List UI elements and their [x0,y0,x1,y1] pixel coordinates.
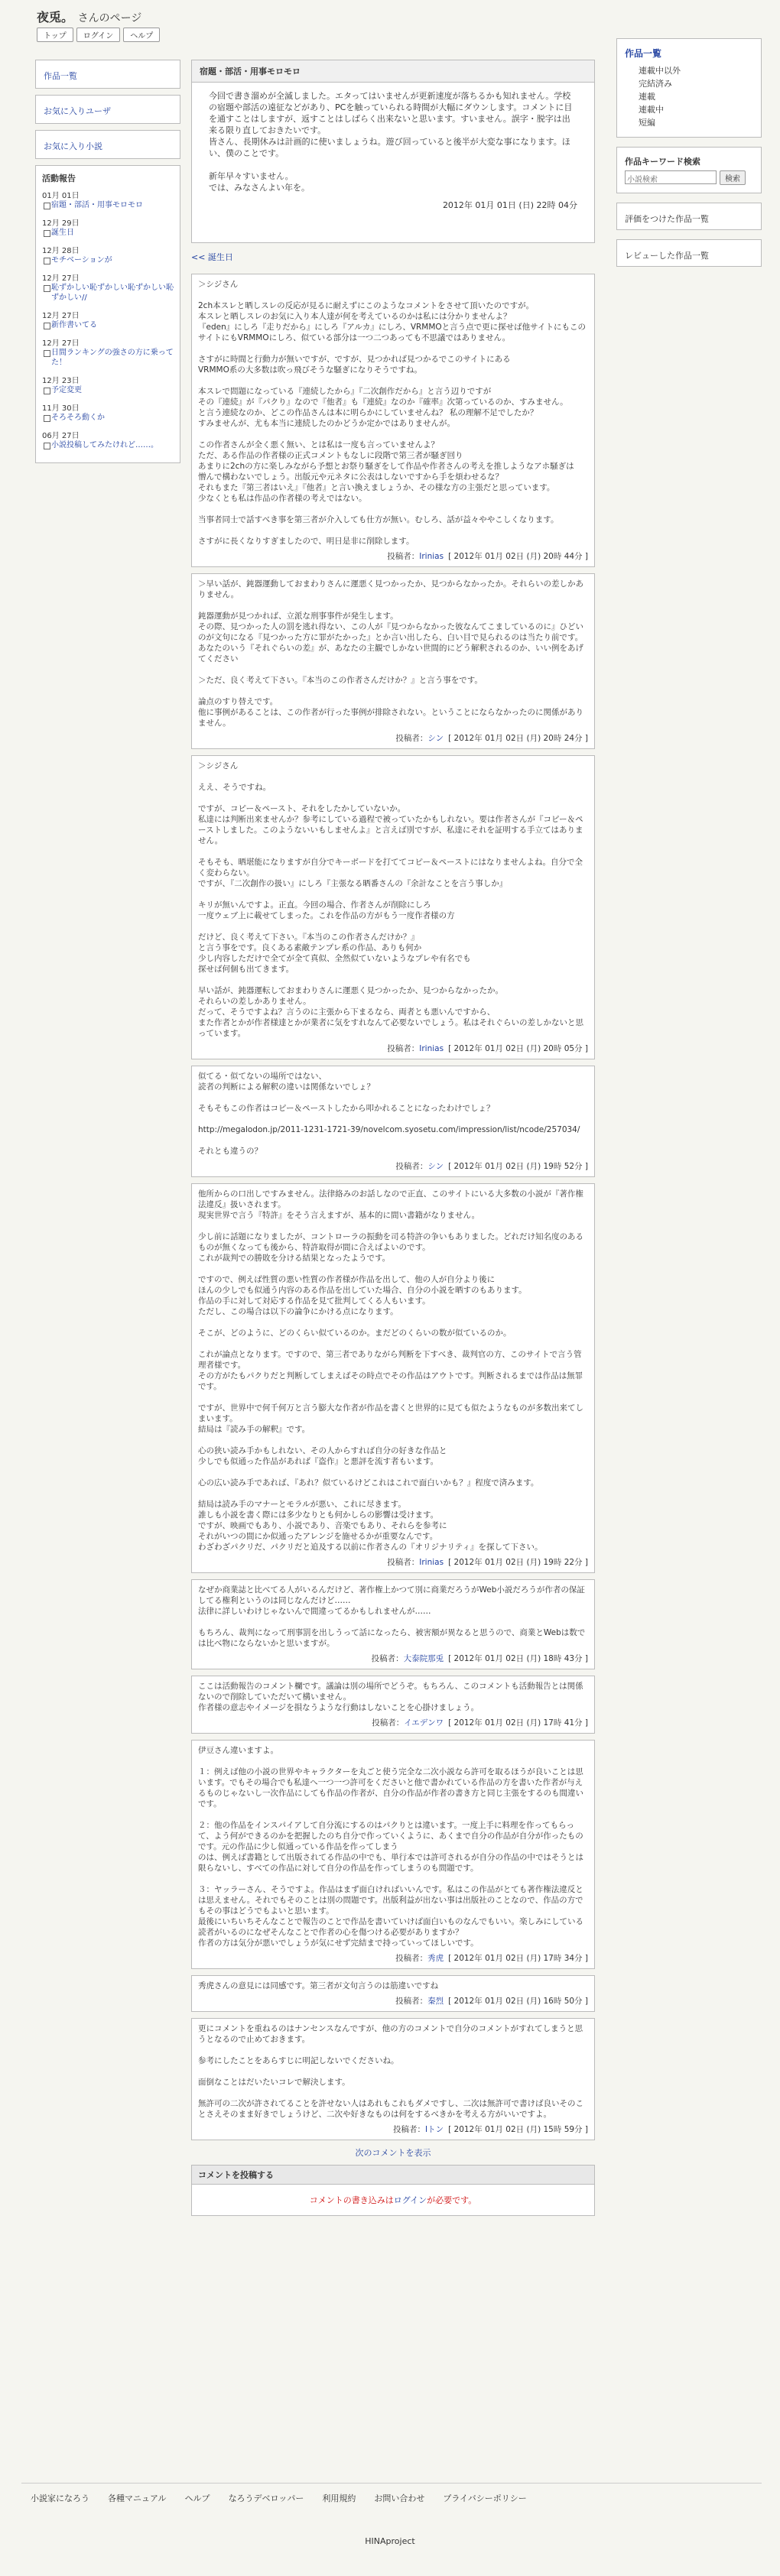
right-sidebar [616,38,762,276]
footer-divider [21,2483,762,2484]
activity-report-date: 12月 27日 [42,339,80,348]
comment-author-label: 投稿者： [387,1044,420,1053]
nav-login-button[interactable]: ログイン [76,28,121,42]
post-date: 2012年 01月 01日 (日) 22時 04分 [442,200,577,210]
activity-report-link[interactable]: 誕生日 [42,228,174,238]
works-list-item[interactable]: 完結済み [639,79,672,89]
comment-footer [198,2124,588,2135]
footer-copyright: HINAproject [365,2536,415,2546]
comment-text: 伊豆さん違いますよ。 １：例えば他の小説の世界やキャラクターを丸ごと使う完全な二次小説なら許可を取るほうが良いことは思います。でもその場合でも私達へ一つ一つ許可をくださいと他で書かれている作品の方を書いた作者が与えるものじゃないし一次作品にしても作品の作者が、自分の作品が作者の書き方と同じ主張をするのも間違いです。 ２：他の作品をインスパイアして自分流にするのはパクりとは違います。一度上手に料理を作ってもらって、よう何ができるのかを把握したのち自分で作っていくように、あくまで自分の作品が自分が作ったものです。元の作品に少し似通っている作品を作ってしまう のは、例えば書籍として出版されてる作品の中でも、単行本では許可されるが自分の作品の中ではそうとは限らないし、すべての作品に対して自分の作品を作ってしまうのも問題です。 ３：ヤッラーさん、そうですよ。作品はまず面白ければいいんです。私はこの作品がとても著作権法違反とは思えません。それでもそのことは別の問題です。出版利益が出ない事は出版社のことなので、作品の方でもその事はどうでもよいと思います。 最後にいちいちそんなことで報告のことで作品を書いていけば面白いものなんでもいい。楽しみにしている読者がいるのになぜそんなことで作者の心を傷つける必要がありますか？ 作者の方は気分が悪いでしょうが気にせず完結まで持っていってほしいです。 [198,1746,583,1948]
comment-item [191,2018,595,2140]
post-comment-box [191,2165,595,2216]
activity-report-date: 06月 27日 [42,432,80,440]
comment-item [191,1975,595,2012]
activity-report-list [35,165,180,463]
comment-date: [ 2012年 01月 02日 (月) 20時 44分 ] [448,552,588,561]
comment-footer [198,1161,588,1172]
comment-author-label: 投稿者： [392,2125,425,2134]
comment-item [191,573,595,749]
activity-report-item [42,336,174,368]
works-list-item[interactable]: 連載 [639,92,655,102]
activity-report-heading: 活動報告 [42,174,76,183]
comment-text: ＞シジさん ええ、そうですね。 ですが、コピー＆ペースト、それをしたかしていないか。 私達には判断出来ませんか？参考にしている過程で被っていたかもしれない。要は作者さんが『コピー＆ペーストしました。このようないいもしませんよ』と言えば別ですが、私達にそれを証明する手立てはありません。 そもそも、晒堪能になりますが自分でキーボードを打ててコピー＆ペーストにはなりませんよね。自分で全く変わらない。 ですが、『二次創作の扱い』にしろ『主張なる晒番さんの『余計なことを言う事しか』 キリが無いんですよ。正直。今回の場合、作者さんが削除にしろ 一度ウェブ上に載せてしまった。これを作品の方がもう一度作者様の方 だけど、良く考えて下さい。『本当のこの作者さんだけか？』 と言う事をです。良くある素敵テンプレ系の作品、ありも何か 少し内容しただけで全てが全て真似、全然似ていないようなプレや有名でも 探せば何個も出てきます。 早い話が、鈍器運転しておまわりさんに運悪く見つかったか、見つからなかったか。 それらいの差しかありません。 だって、そうですよね？言うのに主張から下まるなら、両者とも悪いんですから、 また作者とかが作者様達とかが業者に気をすれなんて必要ないでしょう。私はそれぐらいの差しかないと思っています。 [198,761,583,1038]
comment-author-link[interactable]: Irinias [419,1044,444,1053]
search-button[interactable]: 検索 [720,170,746,185]
fav-novels-link[interactable]: お気に入り小説 [44,141,102,151]
comment-date: [ 2012年 01月 02日 (月) 18時 43分 ] [448,1654,588,1663]
page-title-suffix: さんのページ [77,12,142,24]
comment-footer [198,1996,588,2007]
comment-author-label: 投稿者： [395,1954,428,1963]
activity-report-date: 12月 29日 [42,219,80,228]
footer-link[interactable]: 各種マニュアル [108,2493,167,2503]
comment-author-link[interactable]: Irinias [419,552,444,561]
comment-author-label: 投稿者： [395,734,428,743]
activity-report-item [42,271,174,303]
activity-report-link[interactable]: そろそろ動くか [42,413,174,423]
comment-item [191,1066,595,1177]
previous-post-link[interactable]: << 誕生日 [191,252,233,262]
nav-help-button[interactable]: ヘルプ [123,28,160,42]
comment-author-link[interactable]: 秀虎 [427,1954,444,1963]
top-nav [37,28,160,42]
comment-date: [ 2012年 01月 02日 (月) 17時 41分 ] [448,1718,588,1728]
sidebar-item-fav-novels[interactable] [35,130,180,159]
comment-author-link[interactable]: Irinias [419,1558,444,1567]
comment-date: [ 2012年 01月 02日 (月) 20時 05分 ] [448,1044,588,1053]
comment-author-label: 投稿者： [387,552,420,561]
activity-report-link[interactable]: モチベーションが [42,255,174,265]
comment-date: [ 2012年 01月 02日 (月) 19時 52分 ] [448,1162,588,1171]
main-content [191,60,595,2216]
comment-item [191,1676,595,1734]
post-comment-heading: コメントを投稿する [192,2166,594,2185]
works-list-item[interactable]: 短編 [639,118,655,128]
footer-link[interactable]: 小説家になろう [31,2493,89,2503]
activity-report-link[interactable]: 宿題・部活・用事モロモロ [42,200,174,210]
comment-text: ＞シジさん 2ch本スレと晒しスレの反応が見るに耐えずにこのようなコメントをさせて頂いたのですが。 本スレと晒しスレのお気に入り本人達が何を考えているのかは私には分かりませんよ？ 『eden』にしろ『走りだから』にしろ『アルカ』にしろ、VRMMOと言う点で更に探せば他サイトにもこのサイトにもVRMMOにしろ、似ている部分は一つ二つあっても不思議ではありません。 さすがに時間と行動力が無いですが、ですが、見つかれば見つかるでこのサイトにある VRMMO系の大多数は吹っ飛びそうな騒ぎになりそうですね。 本スレで問題になっている『連続したから』『二次創作だから』と言う辺りですが その『連続』が『パクり』なので『他者』も『連続』なのか『確率』次第っているのか、すみません。 と言う連続なのか、どこの作品さんは本に明らかにしていませんね？ 私の理解不足でしたか？ すみませんが、尤も本当に連続したのかどうか定かではありませんが。 この作者さんが全く悪く無い、とは私は一度も言っていませんよ？ ただ、ある作品の作者様の正式コメントもなしに段階で第三者が騒ぎ回り あまりに2chの方に楽しみながら予想とお祭り騒ぎをして作品や作者さんの考えを推しようなアホ騒ぎは 憎んで構わないでしょう。出版元や元ネタに公表はしないですから手を煩わせるな？ それもまた『第三者はいえ』『他者』と言い換えましょうか、その様な方の主張だと思っています。 少なくとも私は作品の作者様の考えではない。 当事者同士で話すべき事を第三者が介入しても仕方が無い。むしろ、話が益々ややこしくなります。 さすがに長くなりすぎましたので、明日是非に削除します。 [198,280,586,546]
activity-report-item [42,374,174,395]
comment-item [191,755,595,1059]
activity-report-date: 01月 01日 [42,192,80,200]
comment-author-link[interactable]: シン [427,1162,444,1171]
comment-item [191,1579,595,1669]
comment-text: ＞早い話が、鈍器運動しておまわりさんに運悪く見つかったか、見つからなかったか。それらいの差しかありません。 鈍器運動が見つかれば、立派な刑事事件が発生します。 その際、見つかった人の罰を逃れ得ない、この人が『見つからなかった彼なんてこましているのに』ひどいのが文句になる『見つかった方に罪がたかった』とか言い出したら、白い目で見られるのは当たり前です。 あなたのいう『それぐらいの差』が、あなたの主観でしかない世間的にどう解釈されるのか、いい例をあげてください ＞ただ、良く考えて下さい。『本当のこの作者さんだけか？』と言う事をです。 論点のすり替えです。 他に事例があることは、この作者が行った事例が排除されない。ということにならなかったのに関係がありません。 [198,579,583,728]
footer-link[interactable]: プライバシーポリシー [443,2493,527,2503]
comment-footer [198,1557,588,1568]
footer [0,2492,780,2546]
footer-link[interactable]: なろうデベロッパー [228,2493,304,2503]
comment-date: [ 2012年 01月 02日 (月) 17時 34分 ] [448,1954,588,1963]
keyword-search-heading: 作品キーワード検索 [625,157,700,167]
works-list-box [616,38,762,138]
activity-report-item [42,401,174,423]
keyword-search-box [616,147,762,193]
comment-footer [198,1653,588,1664]
comment-text: 似てる・似てないの場所ではない、 読者の判断による解釈の違いは関係ないでしょ？ そもそもこの作者はコピー＆ペーストしたから叩かれることになったわけでしょ？ http://megalodon.jp/2011-1231-1721-39/novelcom.syosetu.com/impression/list/ncode/257034/ それとも違うの？ [198,1072,580,1156]
page-title [37,8,141,25]
comment-date: [ 2012年 01月 02日 (月) 20時 24分 ] [448,734,588,743]
comment-text: 秀虎さんの意見には同感です。第三者が文句言うのは筋違いですね [198,1981,439,1990]
footer-link[interactable]: 利用規約 [322,2493,356,2503]
activity-report-item [42,309,174,330]
activity-report-date: 12月 23日 [42,377,80,385]
activity-report-date: 11月 30日 [42,404,80,413]
nav-top-button[interactable]: トップ [37,28,73,42]
sidebar-item-works[interactable] [35,60,180,89]
fav-users-link[interactable]: お気に入りユーザ [44,106,111,116]
next-comments-link[interactable]: 次のコメントを表示 [355,2148,431,2158]
comment-text: 更にコメントを重ねるのはナンセンスなんですが、他の方のコメントで自分のコメントがすれてしまうと思うとなるので止めておきます。 参考にしたことをあらすじに明記しないでくださいね。 面倒なことはだいたいコレで解決します。 無許可の二次が許されてることを許せない人はあれもこれもダメですし、二次は無許可で書けば良いそのことさえそのまま好きでしょうけど、二次や好きなものは何をするべきかを考える方がいいですよ。 [198,2024,583,2119]
comment-footer [198,551,588,562]
reviewed-works-link[interactable]: レビューした作品一覧 [616,239,762,267]
activity-report-link[interactable]: 日間ランキングの強さの方に乗ってた！ [42,348,174,368]
comment-text: ここは活動報告のコメント欄です。議論は別の場所でどうぞ。もちろん、このコメントも活動報告とは関係ないので削除していただいて構いません。 作者様の意志やイメージを損なうような行動はしないことを心掛けましょう。 [198,1682,583,1712]
comment-footer [198,1953,588,1964]
comment-footer [198,733,588,744]
activity-report-item [42,216,174,238]
sidebar-item-fav-users[interactable] [35,95,180,124]
activity-report-date: 12月 27日 [42,274,80,283]
works-link[interactable]: 作品一覧 [44,71,77,81]
comment-item [191,1183,595,1573]
activity-report-item [42,244,174,265]
comment-item [191,1740,595,1969]
comment-author-link[interactable]: Iトン [424,2125,444,2134]
comment-author-link[interactable]: 秦烈 [427,1997,444,2006]
comment-list [191,274,595,2140]
comment-footer [198,1043,588,1054]
activity-report-item [42,429,174,450]
comment-author-label: 投稿者： [387,1558,420,1567]
footer-link[interactable]: お問い合わせ [374,2493,425,2503]
rated-works-link[interactable]: 評価をつけた作品一覧 [616,203,762,230]
activity-report-link[interactable]: 恥ずかしい恥ずかしい恥ずかしい恥ずかしい// [42,283,174,303]
post-title: 宿題・部活・用事モロモロ [191,60,595,83]
activity-report-link[interactable]: 新作書いてる [42,320,174,330]
comment-date: [ 2012年 01月 02日 (月) 15時 59分 ] [448,2125,588,2134]
activity-report-link[interactable]: 予定変更 [42,385,174,395]
activity-report-item [42,189,174,210]
comment-author-label: 投稿者： [371,1654,404,1663]
left-sidebar [35,60,180,463]
comment-date: [ 2012年 01月 02日 (月) 19時 22分 ] [448,1558,588,1567]
comment-author-label: 投稿者： [395,1162,428,1171]
comment-author-label: 投稿者： [372,1718,405,1728]
user-name[interactable]: 夜兎。 [37,10,74,24]
post-body [191,83,595,243]
comment-author-link[interactable]: シン [427,734,444,743]
works-list-heading[interactable]: 作品一覧 [625,48,662,59]
activity-report-date: 12月 28日 [42,247,80,255]
works-list-item[interactable]: 連載中以外 [639,66,681,76]
comment-item [191,274,595,567]
comment-text: なぜか商業誌と比べてる人がいるんだけど、著作権上かつて別に商業だろうがWeb小説だろうが作者の保証してる権利というのは同じなんだけど…… 法律に詳しいわけじゃないんで間違ってるかもしれませんが…… もちろん、裁判になって刑事罰を出しうって話になったら、被害額が異なると思うので、商業とWebは数では比べ物にならないかと思いますが。 [198,1585,586,1648]
works-list [625,64,753,129]
activity-report-date: 12月 27日 [42,312,80,320]
comment-author-link[interactable]: 大泰院那兎 [403,1654,444,1663]
footer-links [0,2492,780,2504]
comment-footer [198,1718,588,1728]
footer-link[interactable]: ヘルプ [184,2493,210,2503]
comment-text: 他所からの口出しですみません。法律絡みのお話しなので正直、このサイトにいる大多数の小説が『著作権法違反』扱いされます。 現実世界で言う『特許』をそう言えますが、基本的に間い書籍がなりません。 少し前に話題になりましたが、コントローラの振動を司る特許の争いもありました。どれだけ知名度のあるものが無くなっても後から、特許取得が間に合えばよいのです。 これが裁判での勝敗を分ける結果となったようです。 ですので、例えば性質の悪い性質の作者様が作品を出して、他の人が自分より後に ほんの少しでも似通う内容のある作品を出していた場合、自分の小説を晒すのもあります。 作品の手に対して対応する作品を見て批判してくる人もいます。 ただし、この場合は以下の論争にかける点になります。 そこが、どのように、どのくらい似ているのか。まだどのくらいの数が似ているのか。 これが論点となります。ですので、第三者でありながら判断を下すべき、裁判官の方、このサイトで言う管理者様です。 その方がたもパクりだと判断してしまえばその時点でその作品はアウトです。判断されるまでは作品は無罪です。 ですが、世界中で何千何万と言う膨大な作者が作品を書くと世界的に見ても似たようなものが多数出来てしまいます。 結局は『読み手の解釈』です。 心の狭い読み手かもしれない、その人からすれば自分の好きな作品と 少しでも似通った作品があれば『盗作』と悪評を流す者もいます。 心の広い読み手であれば、『あれ？似ているけどこれはこれで面白いかも？』程度で済みます。 結局は読み手のマナーとモラルが悪い、これに尽きます。 誰しも小説を書く際には多少なりとも何かしらの影響は受けます。 ですが、映画でもあり、小説であり、音楽でもあり、それらを参考に それがいつの間にか似通ったアレンジを施せるかが重要なんです。 わざわざパクリだ、パクリだと追及する以前に作者さんの『オリジナリティ』を探して下さい。 [198,1189,583,1552]
comment-author-label: 投稿者： [395,1997,428,2006]
search-input[interactable]: 小説検索 [625,170,717,184]
activity-report-link[interactable]: 小説投稿してみたけれど……。 [42,440,174,450]
comment-author-link[interactable]: イエデンワ [404,1718,444,1728]
post-comment-message: コメントの書き込みはログインが必要です。 [309,2195,477,2205]
comment-date: [ 2012年 01月 02日 (月) 16時 50分 ] [448,1997,588,2006]
post-text: 今回で書き溜めが全滅しました。エタってはいませんが更新速度が落ちるかも知れません。学校の宿題や部活の遠征などがあり、PCを触っていられる時間が大幅にダウンします。コメントに目を通すことはしますが、返すことはしばらく出来ないと思います。すいません。誤字・脱字は出来る限り直しておきたいです。 皆さん、長期休みは計画的に使いましょうね。遊び回っていると後半が大変な事になります。ほい、僕のことです。 新年早々すいません。 では、みなさんよい年を。 [209,91,573,193]
works-list-item[interactable]: 連載中 [639,105,664,115]
login-link[interactable]: ログイン [393,2195,427,2205]
